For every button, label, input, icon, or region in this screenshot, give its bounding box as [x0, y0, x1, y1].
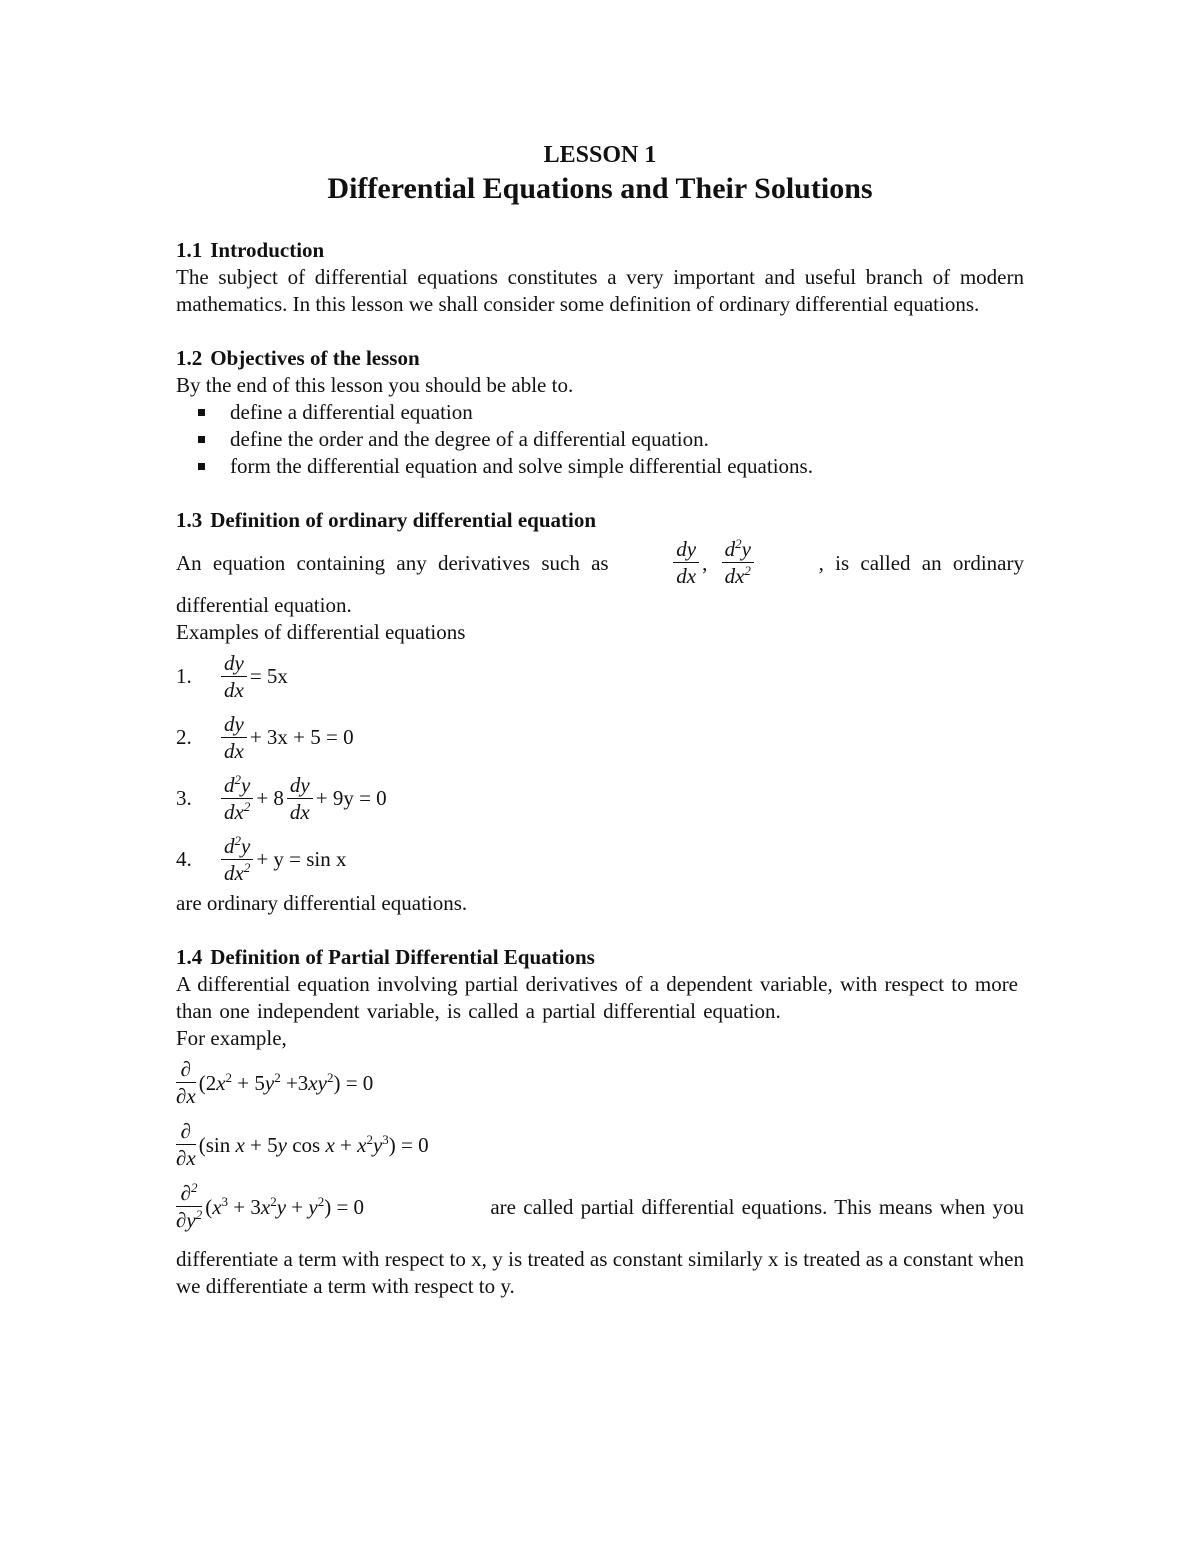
example-equation-2: 2. $\frac{dy}{dx}$ + 3x + 5 = 0: [176, 711, 354, 763]
example-equation-3: 3. $\frac{d^2y}{dx^2}$ + 8 $\frac{dy}{dx}$ + 9y = 0: [176, 771, 387, 824]
objectives-intro: By the end of this lesson you should be able to.: [176, 373, 574, 397]
page-title: Differential Equations and Their Solutions: [327, 172, 873, 205]
section-title: Introduction: [210, 238, 325, 262]
example-equation-1: 1. $\frac{dy}{dx}$ = 5x: [176, 650, 288, 702]
introduction-paragraph: The subject of differential equations constitutes a very important and useful branch of modern mathematics. In this lesson we shall consider some definition of ordinary differential equations.: [176, 265, 1024, 316]
pde-equation-1: $\frac{\partial}{\partial x}$ $(2x^2 + 5y^2 +3xy^2) = 0$: [176, 1057, 374, 1108]
fraction-dy-dx: $\frac{dy}{dx}$: [673, 539, 699, 587]
derivative-examples: $\frac{dy}{dx}$ , $\frac{d^2y}{dx^2}$: [670, 539, 757, 587]
definition-continued: differential equation.: [176, 593, 352, 617]
section-title: Definition of Partial Differential Equations: [210, 945, 595, 969]
square-bullet-icon: [198, 409, 205, 416]
section-heading-introduction: [176, 236, 1024, 264]
fraction-dy-dx: $\frac{dy}{dx}$: [287, 775, 313, 823]
objectives-list: [176, 399, 1024, 480]
examples-intro: Examples of differential equations: [176, 620, 466, 644]
section-title: Definition of ordinary differential equation: [210, 508, 597, 532]
fraction-partial-x: $\frac{\partial}{\partial x}$: [176, 1057, 196, 1108]
pde-equation-3: $\frac{\partial^2}{\partial y^2}$ $(x^3 + 3x^2y + y^2) = 0$ are called partial differential equations. This means when you: [176, 1180, 1024, 1232]
document-body: [176, 236, 1024, 1300]
section-number: 1.4: [176, 945, 203, 969]
fraction-partial-x: $\frac{\partial}{\partial x}$: [176, 1119, 196, 1170]
square-bullet-icon: [198, 463, 205, 470]
pde-definition-paragraph: A differential equation involving partial derivatives of a dependent variable, with respect to more than one independent variable, is called a partial differential equation.: [176, 972, 1019, 1023]
section-title: Objectives of the lesson: [210, 346, 420, 370]
list-item: define the order and the degree of a differential equation.: [198, 426, 1024, 453]
fraction-partial2-y2: $\frac{\partial^2}{\partial y^2}$: [176, 1180, 203, 1232]
pde-closing-paragraph: differentiate a term with respect to x, y is treated as constant similarly x is treated as a constant when we differentiate a term with respect to y.: [176, 1247, 1024, 1298]
pde-equation-3-tail: are called partial differential equations. This means when you: [490, 1194, 1024, 1219]
section-number: 1.1: [176, 238, 203, 262]
fraction-d2y-dx2: $\frac{d^2y}{dx^2}$: [722, 539, 754, 587]
lesson-label: LESSON 1: [543, 142, 657, 168]
list-item: define a differential equation: [198, 399, 1024, 426]
definition-prefix: An equation containing any derivatives such as: [176, 550, 609, 575]
fraction-d2y-dx2: $\frac{d^2y}{dx^2}$: [221, 775, 253, 823]
list-item: form the differential equation and solve simple differential equations.: [198, 453, 1024, 480]
square-bullet-icon: [198, 436, 205, 443]
section-number: 1.2: [176, 346, 203, 370]
fraction-d2y-dx2: $\frac{d^2y}{dx^2}$: [221, 836, 253, 884]
ode-definition-line: [176, 534, 1024, 592]
section-heading-pde-definition: [176, 943, 1024, 971]
example-equation-4: 4. $\frac{d^2y}{dx^2}$ + y = sin x: [176, 832, 347, 885]
section-heading-ode-definition: [176, 506, 1024, 534]
pde-equation-2: $\frac{\partial}{\partial x}$ (sin x + 5y $\cos x + x^2y^3) = 0$: [176, 1119, 429, 1170]
examples-closing: are ordinary differential equations.: [176, 891, 468, 915]
pde-for-example: For example,: [176, 1026, 287, 1050]
definition-suffix: , is called an ordinary: [818, 550, 1024, 575]
section-number: 1.3: [176, 508, 203, 532]
fraction-dy-dx: $\frac{dy}{dx}$: [221, 714, 247, 762]
section-heading-objectives: [176, 344, 1024, 372]
fraction-dy-dx: $\frac{dy}{dx}$: [221, 653, 247, 701]
